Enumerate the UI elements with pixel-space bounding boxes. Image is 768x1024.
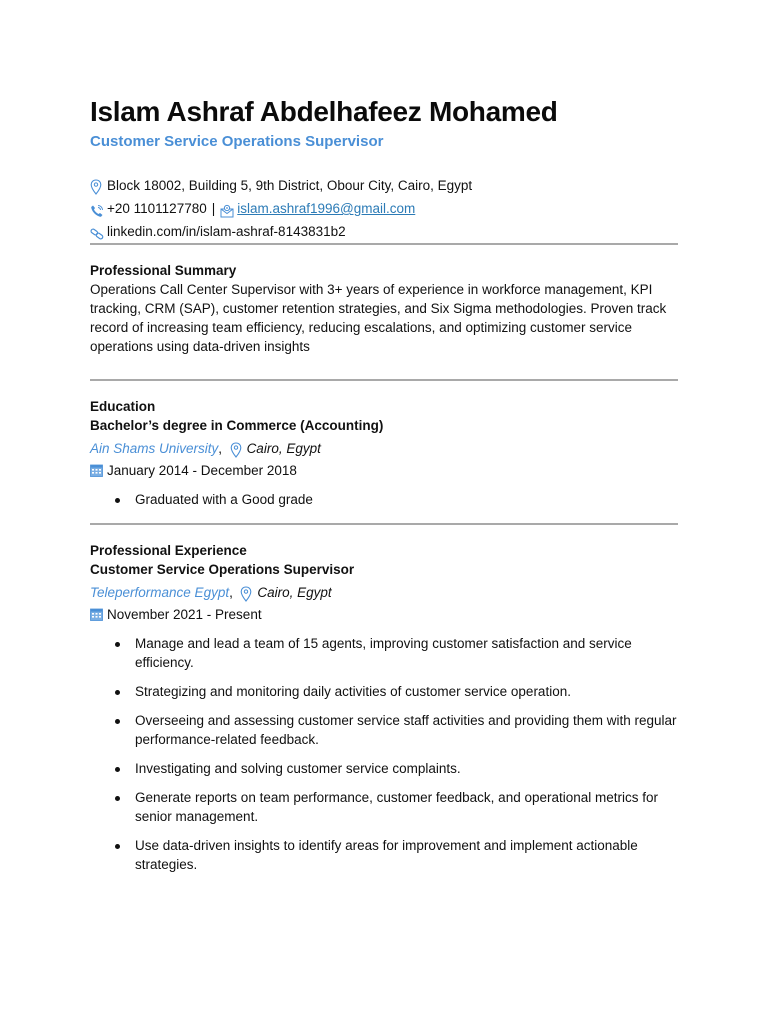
contact-separator: | [211,201,216,216]
section-divider [90,379,678,381]
experience-bullets [90,634,678,874]
education-dates: January 2014 - December 2018 [107,463,297,478]
education-institution: Ain Shams University [90,441,219,456]
map-pin-icon [90,177,104,195]
phone-icon [90,200,104,218]
address-row [90,174,678,197]
summary-text: Operations Call Center Supervisor with 3+ years of experience in workforce management, KPI tracking, CRM (SAP), customer retention strategies, and Six Sigma methodologies. Proven track record of increasing team efficiency, reducing escalations, and optimizing customer service operations using data-driven insights [90,282,667,354]
list-item: Overseeing and assessing customer service staff activities and providing them with regular performance-related feedback. [135,713,677,747]
map-pin-icon [240,584,254,602]
section-divider [90,243,678,245]
experience-company: Teleperformance Egypt [90,585,230,600]
education-degree: Bachelor’s degree in Commerce (Accounting) [90,418,384,433]
education-location: Cairo, Egypt [246,441,321,456]
list-item: Graduated with a Good grade [135,490,678,509]
resume-content [90,94,678,884]
org-comma: , [229,585,241,600]
list-item: Generate reports on team performance, customer feedback, and operational metrics for senior management. [135,788,678,826]
education-section [90,397,678,509]
experience-section [90,541,678,874]
summary-title: Professional Summary [90,263,237,278]
section-divider [90,523,678,525]
experience-title: Professional Experience [90,543,247,558]
experience-date-line [90,605,678,624]
list-item: Manage and lead a team of 15 agents, improving customer satisfaction and service efficiency. [135,634,678,672]
list-item: Strategizing and monitoring daily activities of customer service operation. [135,682,678,701]
org-comma: , [218,441,230,456]
phone-email-row [90,197,678,220]
contact-block [90,174,678,243]
phone-text: +20 1101127780 [107,201,207,216]
calendar-icon [90,606,104,624]
summary-section [90,261,678,356]
email-link[interactable]: islam.ashraf1996@gmail.com [237,201,416,216]
list-item: Use data-driven insights to identify areas for improvement and implement actionable strategies. [135,836,678,874]
education-date-line [90,461,678,480]
map-pin-icon [230,440,244,458]
address-text: Block 18002, Building 5, 9th District, Obour City, Cairo, Egypt [107,178,473,193]
education-title: Education [90,399,156,414]
candidate-headline: Customer Service Operations Supervisor [90,133,384,150]
education-org-line [90,439,678,458]
experience-location: Cairo, Egypt [257,585,332,600]
experience-org-line [90,583,678,602]
education-bullets [90,490,678,509]
list-item: Investigating and solving customer service complaints. [135,759,678,778]
email-icon [220,200,234,218]
calendar-icon [90,462,104,480]
candidate-name: Islam Ashraf Abdelhafeez Mohamed [90,96,558,127]
experience-role: Customer Service Operations Supervisor [90,562,355,577]
link-icon [90,223,104,241]
linkedin-row [90,220,678,243]
experience-dates: November 2021 - Present [107,607,262,622]
linkedin-link[interactable]: linkedin.com/in/islam-ashraf-8143831b2 [107,224,346,239]
